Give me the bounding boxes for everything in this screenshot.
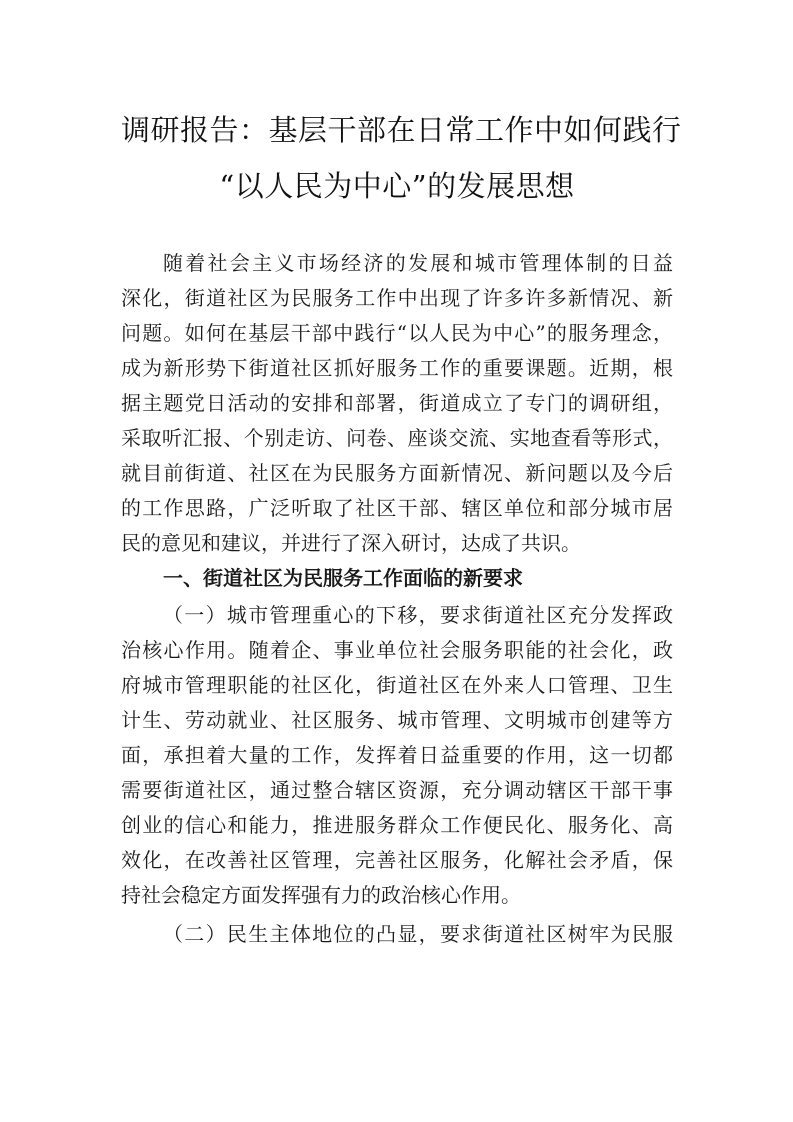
paragraph-line: （二）民生主体地位的凸显，要求街道社区树牢为民服 bbox=[163, 922, 673, 946]
paragraph-line: 深化，街道社区为民服务工作中出现了许多许多新情况、新 bbox=[121, 286, 673, 310]
subsection-2-paragraph bbox=[121, 917, 673, 952]
paragraph-line: 问题。如何在基层干部中践行“以人民为中心”的服务理念， bbox=[121, 321, 673, 345]
paragraph-line: 的工作思路，广泛听取了社区干部、辖区单位和部分城市居 bbox=[121, 496, 673, 520]
paragraph-line: 府城市管理职能的社区化，街道社区在外来人口管理、卫生 bbox=[121, 673, 673, 697]
document-body bbox=[121, 246, 673, 952]
paragraph-line: 需要街道社区，通过整合辖区资源，充分调动辖区干部干事 bbox=[121, 778, 673, 802]
paragraph-line: （一）城市管理重心的下移，要求街道社区充分发挥政 bbox=[163, 603, 673, 627]
paragraph-line: 随着社会主义市场经济的发展和城市管理体制的日益 bbox=[163, 251, 673, 275]
paragraph-line: 治核心作用。随着企、事业单位社会服务职能的社会化，政 bbox=[121, 638, 673, 662]
intro-paragraph bbox=[121, 246, 673, 561]
paragraph-line: 持社会稳定方面发挥强有力的政治核心作用。 bbox=[121, 883, 521, 907]
paragraph-line: 据主题党日活动的安排和部署，街道成立了专门的调研组， bbox=[121, 391, 673, 415]
paragraph-line: 成为新形势下街道社区抓好服务工作的重要课题。近期，根 bbox=[121, 356, 673, 380]
paragraph-line: 就目前街道、社区在为民服务方面新情况、新问题以及今后 bbox=[121, 461, 673, 485]
document-title-line-2: “以人民为中心”的发展思想 bbox=[219, 169, 575, 203]
paragraph-line: 效化，在改善社区管理，完善社区服务，化解社会矛盾，保 bbox=[121, 848, 673, 872]
section-heading: 一、街道社区为民服务工作面临的新要求 bbox=[163, 566, 523, 590]
paragraph-line: 采取听汇报、个别走访、问卷、座谈交流、实地查看等形式， bbox=[121, 426, 673, 450]
paragraph-line: 计生、劳动就业、社区服务、城市管理、文明城市创建等方 bbox=[121, 708, 673, 732]
document-title-line-1: 调研报告：基层干部在日常工作中如何践行 bbox=[121, 113, 682, 147]
subsection-1-paragraph bbox=[121, 598, 673, 913]
paragraph-line: 面，承担着大量的工作，发挥着日益重要的作用，这一切都 bbox=[121, 743, 673, 767]
paragraph-line: 民的意见和建议，并进行了深入研讨，达成了共识。 bbox=[121, 531, 581, 555]
paragraph-line: 创业的信心和能力，推进服务群众工作便民化、服务化、高 bbox=[121, 813, 673, 837]
